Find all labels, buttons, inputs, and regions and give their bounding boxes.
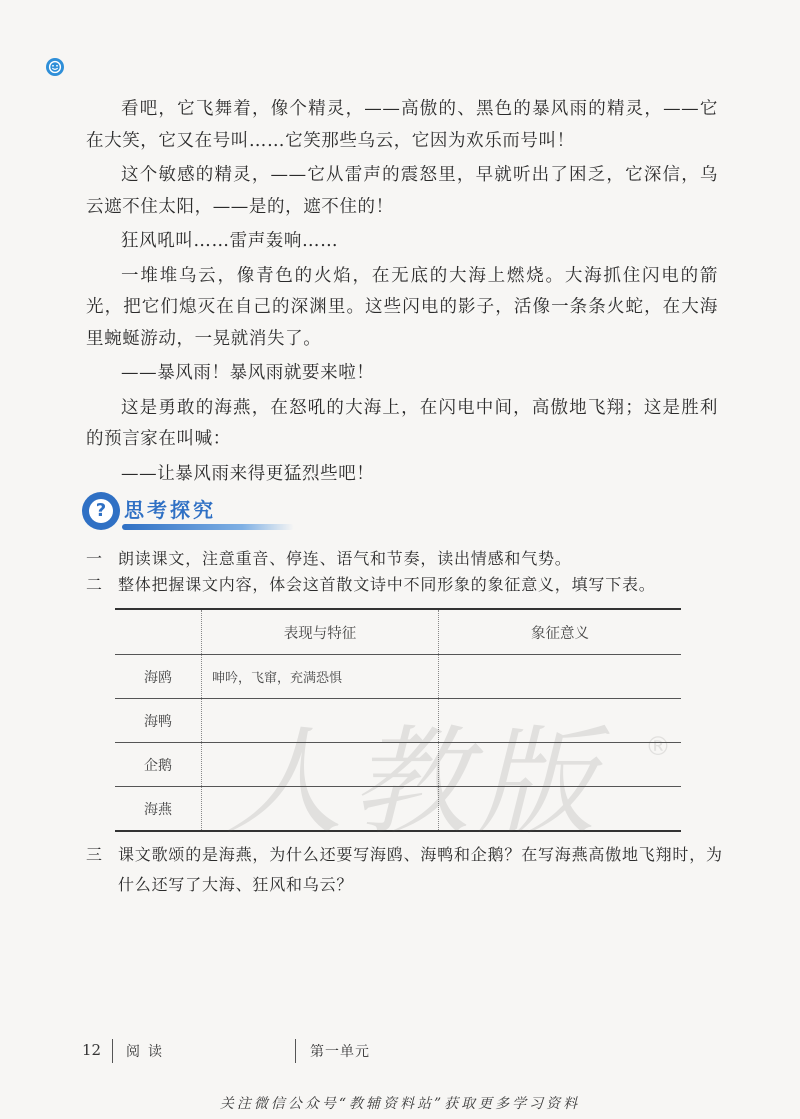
paragraph: ——让暴风雨来得更猛烈些吧！ — [121, 463, 375, 484]
table-header-cell: 表现与特征 — [202, 609, 439, 655]
question-number: 一 — [86, 549, 103, 568]
section-header — [82, 488, 342, 538]
feature-cell: 呻吟，飞窜，充满恐惧 — [202, 655, 439, 699]
meaning-cell — [439, 743, 682, 787]
paragraph: 这个敏感的精灵，——它从雷声的震怒里，早就听出了困乏，它深信，乌云遮不住太阳，——是的，遮不住的！ — [86, 165, 718, 217]
page-footer — [82, 1037, 722, 1067]
paragraph: 看吧，它飞舞着，像个精灵，——高傲的、黑色的暴风雨的精灵，——它在大笑，它又在号叫……它笑那些乌云，它因为欢乐而号叫！ — [86, 99, 718, 151]
table-header-cell: 象征意义 — [531, 625, 589, 642]
meaning-cell — [439, 699, 682, 743]
row-label: 海鸭 — [115, 699, 202, 743]
section-title-underline — [122, 524, 294, 530]
row-label: 企鹅 — [115, 743, 202, 787]
meaning-cell — [439, 787, 682, 832]
question-mark-icon — [82, 492, 120, 530]
question-text: 课文歌颂的是海燕，为什么还要写海鸥、海鸭和企鹅？在写海燕高傲地飞翔时，为什么还写了大海、狂风和乌云？ — [118, 845, 723, 894]
meaning-cell — [439, 655, 682, 699]
table-row — [115, 699, 681, 743]
footer-divider — [112, 1039, 113, 1063]
question-number: 三 — [86, 845, 103, 864]
table-row — [115, 655, 681, 699]
feature-cell — [202, 787, 439, 832]
paragraph: ——暴风雨！暴风雨就要来啦！ — [121, 363, 375, 383]
feature-cell — [202, 699, 439, 743]
row-label: 海鸥 — [115, 655, 202, 699]
footer-divider — [295, 1039, 296, 1063]
table-header-row — [115, 609, 681, 655]
section-title: 思考探究 — [124, 498, 216, 522]
symbol-table — [115, 608, 681, 832]
question-text: 整体把握课文内容，体会这首散文诗中不同形象的象征意义，填写下表。 — [118, 575, 656, 594]
question-2 — [86, 570, 726, 600]
bottom-note: 关注微信公众号“教辅资料站”获取更多学习资料 — [219, 1096, 581, 1112]
table-row — [115, 787, 681, 832]
paragraph: 一堆堆乌云，像青色的火焰，在无底的大海上燃烧。大海抓住闪电的箭光，把它们熄灭在自己的深渊里。这些闪电的影子，活像一条条火蛇，在大海里蜿蜒游动，一晃就消失了。 — [86, 265, 718, 349]
table-header-cell — [115, 609, 202, 655]
paragraph: 狂风吼叫……雷声轰响…… — [121, 231, 339, 251]
watermark-registered-mark: ® — [645, 732, 671, 762]
table-row — [115, 743, 681, 787]
question-text: 朗读课文，注意重音、停连、语气和节奏，读出情感和气势。 — [118, 549, 572, 568]
smiley-icon — [46, 58, 64, 76]
question-mark-glyph: ? — [89, 499, 113, 523]
watermark-text: 人教版 — [225, 713, 604, 845]
question-number: 二 — [86, 575, 103, 594]
footer-unit: 第一单元 — [310, 1044, 370, 1060]
paragraph: 这是勇敢的海燕，在怒吼的大海上，在闪电中间，高傲地飞翔；这是胜利的预言家在叫喊： — [86, 397, 718, 449]
table — [115, 608, 681, 832]
page-number: 12 — [82, 1041, 102, 1059]
passage — [86, 94, 718, 493]
question-3 — [86, 840, 726, 900]
row-label: 海燕 — [115, 787, 202, 832]
feature-cell — [202, 743, 439, 787]
footer-section: 阅读 — [126, 1044, 170, 1060]
